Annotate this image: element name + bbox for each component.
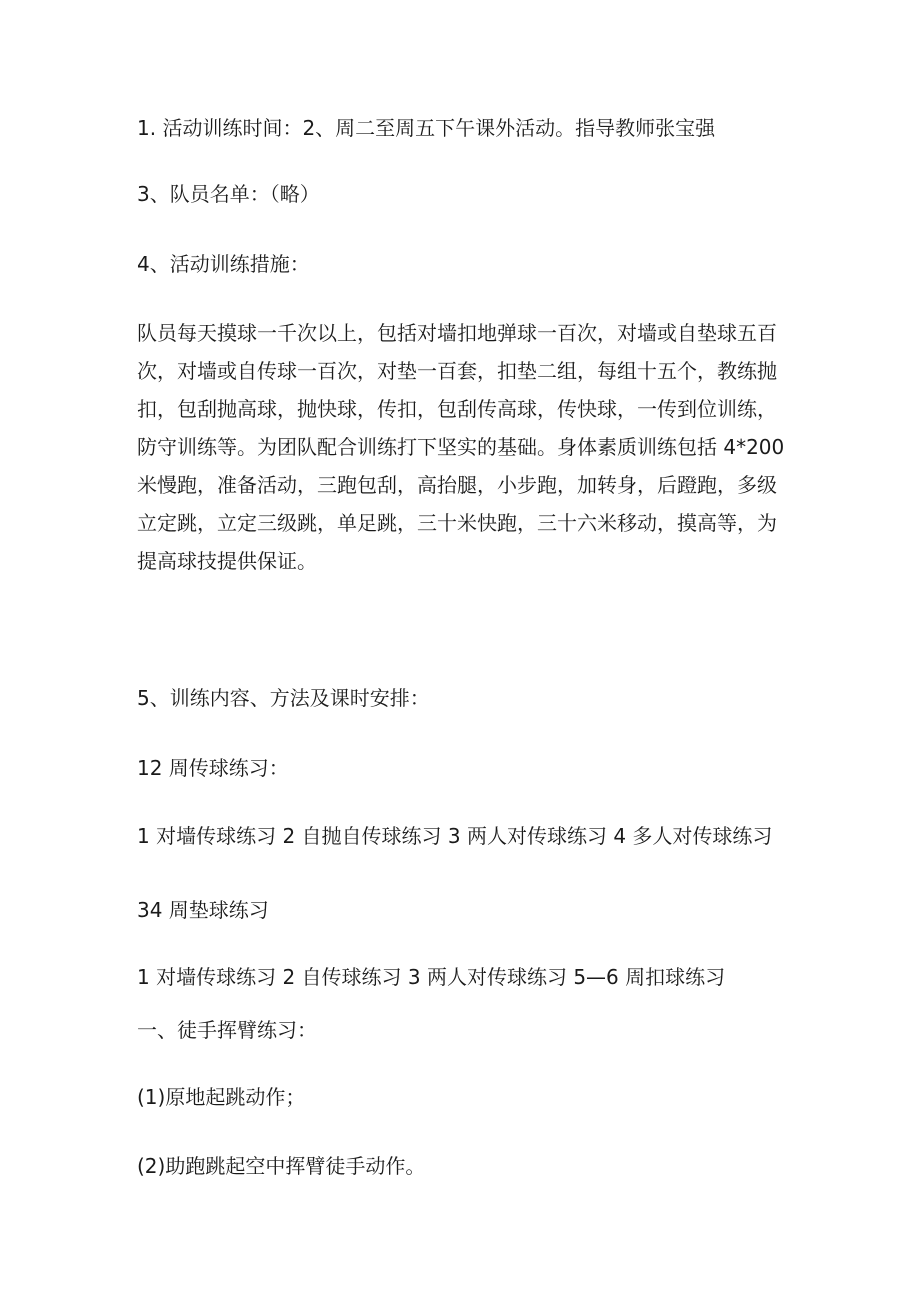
training-time-line: 1. 活动训练时间：2、周二至周五下午课外活动。指导教师张宝强 [137, 116, 716, 140]
paragraph-line: 立定跳，立定三级跳，单足跳，三十米快跑，三十六米移动，摸高等，为 [137, 511, 777, 535]
weeks12-heading: 12 周传球练习： [137, 756, 289, 780]
weeks34-heading: 34 周垫球练习 [137, 898, 269, 922]
paragraph-line: 队员每天摸球一千次以上，包括对墙扣地弹球一百次，对墙或自垫球五百 [137, 321, 777, 345]
weeks12-items: 1 对墙传球练习 2 自抛自传球练习 3 两人对传球练习 4 多人对传球练习 [137, 824, 773, 848]
paragraph-line: 扣，包刮抛高球，抛快球，传扣，包刮传高球，传快球，一传到位训练， [137, 397, 777, 421]
section5-heading: 5、训练内容、方法及课时安排： [137, 686, 430, 710]
training-measures-heading: 4、活动训练措施： [137, 252, 310, 276]
paragraph-line: 次，对墙或自传球一百次，对垫一百套，扣垫二组，每组十五个，教练抛 [137, 359, 777, 383]
arm-swing-item-1: (1)原地起跳动作； [137, 1085, 306, 1109]
paragraph-line: 防守训练等。为团队配合训练打下坚实的基础。身体素质训练包括 4*200 [137, 435, 785, 459]
paragraph-line: 提高球技提供保证。 [137, 549, 317, 573]
arm-swing-heading: 一、徒手挥臂练习： [137, 1018, 317, 1042]
team-roster-line: 3、队员名单：（略） [137, 182, 320, 206]
paragraph-line: 米慢跑，准备活动，三跑包刮，高抬腿，小步跑，加转身，后蹬跑，多级 [137, 473, 777, 497]
weeks34-items: 1 对墙传球练习 2 自传球练习 3 两人对传球练习 5—6 周扣球练习 [137, 965, 726, 989]
training-measures-paragraph [137, 314, 797, 580]
arm-swing-item-2: (2)助跑跳起空中挥臂徒手动作。 [137, 1154, 426, 1178]
